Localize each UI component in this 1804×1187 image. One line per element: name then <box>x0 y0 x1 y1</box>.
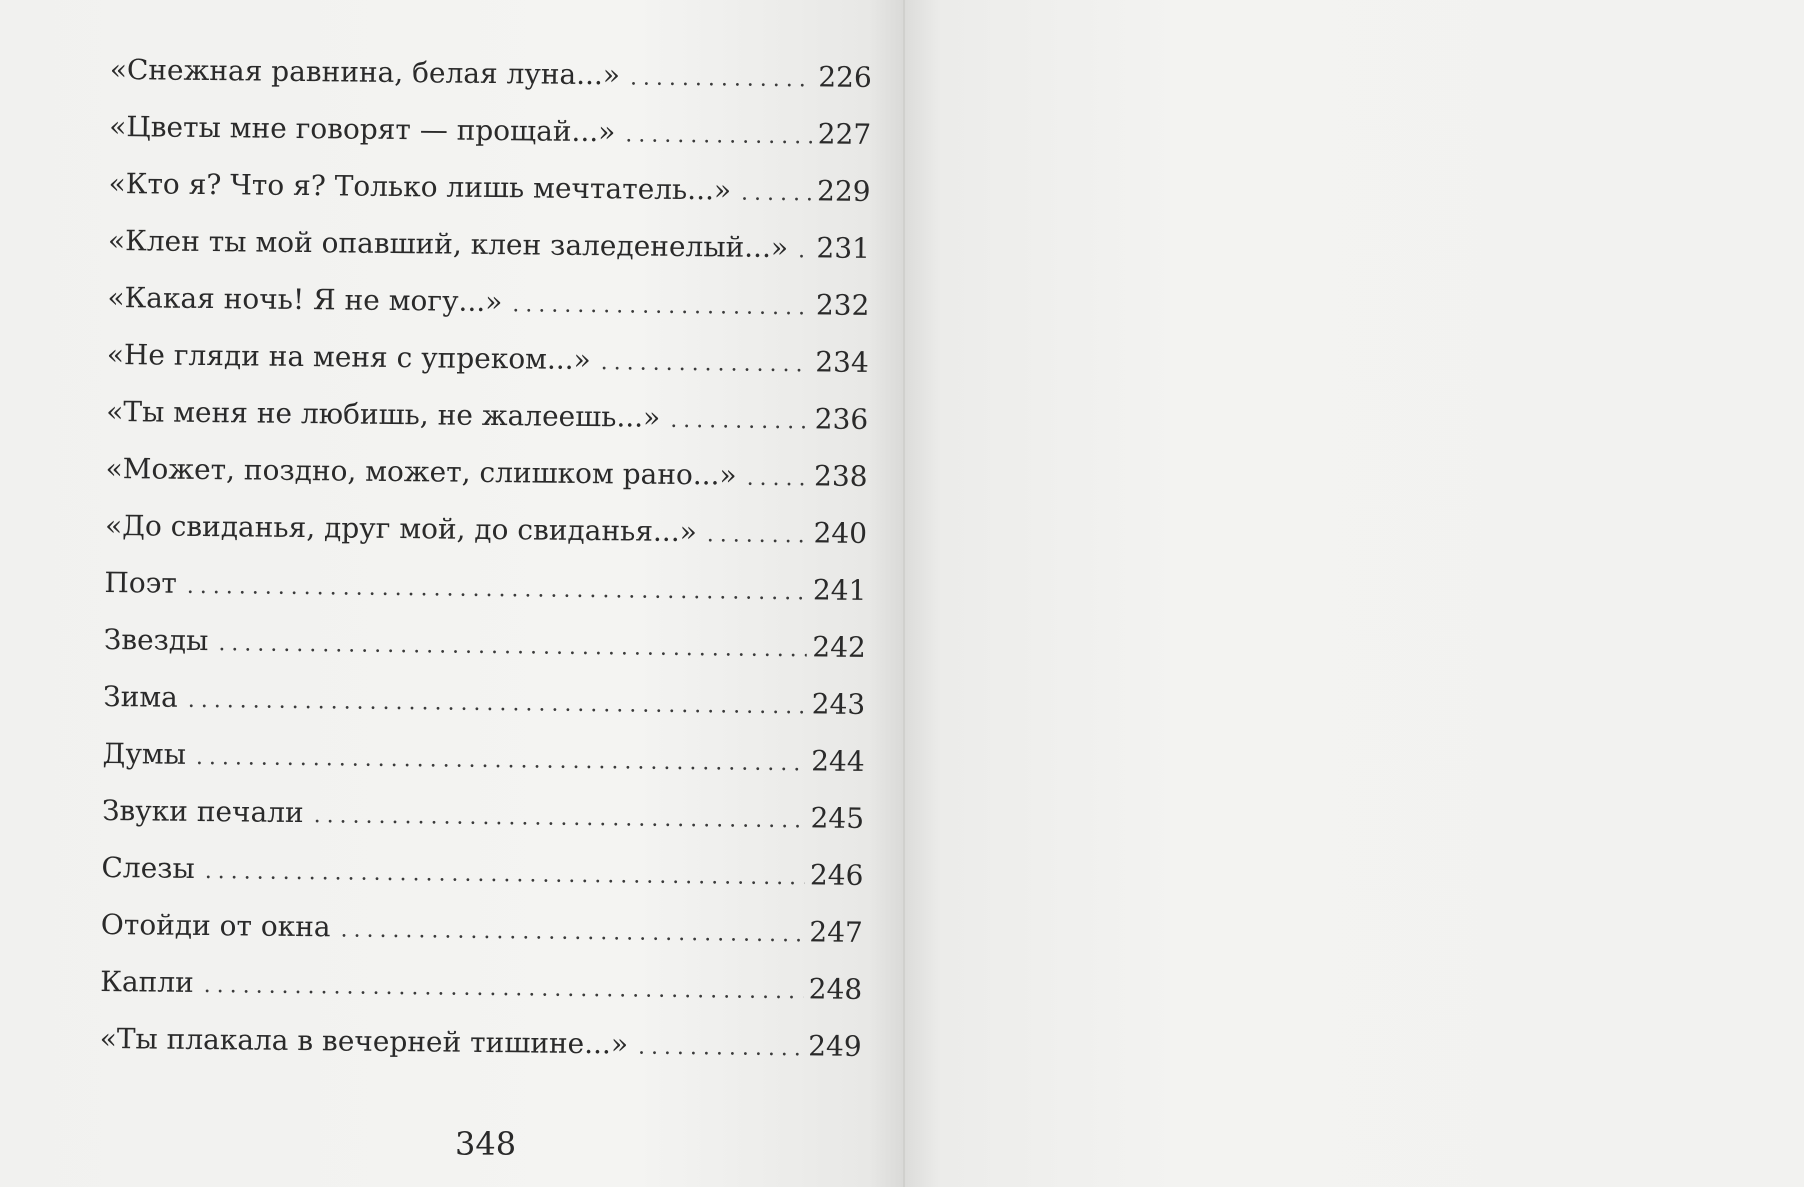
toc-entry <box>109 52 872 117</box>
toc-entry-title: Поэт <box>104 565 178 600</box>
toc-entry-page: 234 <box>815 345 869 379</box>
dot-leader <box>741 176 811 213</box>
dot-leader <box>746 461 808 498</box>
toc-entry-title: «До свиданья, друг мой, до свиданья...» <box>104 508 698 549</box>
toc-entry-page: 227 <box>817 117 872 151</box>
dot-leader <box>512 287 810 326</box>
dot-leader <box>187 569 807 611</box>
toc-list-left <box>99 52 872 1086</box>
toc-entry-page: 246 <box>809 858 864 892</box>
toc-entry-title: «Ты плакала в вечерней тишине...» <box>99 1021 629 1061</box>
toc-entry-page: 242 <box>812 630 866 664</box>
dot-leader <box>205 854 805 896</box>
toc-entry-title: «Клен ты мой опавший, клен заледенелый...» <box>107 223 789 265</box>
dot-leader <box>601 345 810 383</box>
toc-entry-title: «Кто я? Что я? Только лишь мечтатель...» <box>108 166 732 207</box>
dot-leader <box>218 626 806 668</box>
toc-entry <box>104 565 867 630</box>
toc-entry <box>108 166 871 231</box>
toc-entry <box>102 793 865 858</box>
toc-entry-title: Думы <box>102 736 187 771</box>
toc-entry <box>103 679 866 744</box>
toc-entry <box>109 109 872 174</box>
toc-entry-page: 231 <box>816 231 871 265</box>
dot-leader <box>707 517 808 554</box>
toc-entry-page: 244 <box>810 744 865 778</box>
toc-entry-page: 232 <box>815 288 870 322</box>
toc-entry <box>108 223 871 288</box>
toc-entry-title: «Цветы мне говорят — прощай...» <box>109 109 616 149</box>
toc-entry <box>105 508 868 573</box>
toc-entry-page: 247 <box>809 915 863 949</box>
toc-entry-title: «Какая ночь! Я не могу...» <box>107 280 503 319</box>
toc-entry-title: «Снежная равнина, белая луна...» <box>109 52 621 92</box>
toc-entry <box>103 622 866 687</box>
toc-entry-page: 241 <box>812 573 867 607</box>
right-page <box>905 0 1804 1187</box>
dot-leader <box>630 60 813 98</box>
toc-entry-page: 245 <box>810 801 865 835</box>
toc-entry-title: «Не гляди на меня с упреком...» <box>106 337 591 377</box>
dot-leader <box>188 683 806 725</box>
toc-entry-page: 229 <box>816 174 871 208</box>
dot-leader <box>670 403 809 440</box>
toc-entry-page: 226 <box>818 60 872 94</box>
toc-entry-title: Зима <box>103 679 179 714</box>
toc-entry <box>102 736 865 801</box>
toc-entry-title: «Может, поздно, может, слишком рано...» <box>105 451 737 492</box>
dot-leader <box>625 117 812 155</box>
toc-entry-title: «Ты меня не любишь, не жалеешь...» <box>106 394 661 434</box>
toc-entry <box>106 394 869 459</box>
toc-entry <box>101 850 864 915</box>
toc-entry-page: 249 <box>808 1029 862 1063</box>
toc-entry-title: Капли <box>100 964 194 999</box>
dot-leader <box>313 798 804 839</box>
toc-entry-title: Слезы <box>101 850 195 885</box>
toc-entry-title: Звуки печали <box>101 793 304 830</box>
dot-leader <box>340 912 803 953</box>
toc-entry <box>100 907 863 972</box>
toc-entry <box>100 964 863 1029</box>
dot-leader <box>638 1030 802 1068</box>
toc-entry-title: Отойди от окна <box>100 907 331 944</box>
dot-leader <box>798 233 811 269</box>
toc-entry-page: 243 <box>811 687 866 721</box>
toc-entry-page: 248 <box>808 972 863 1006</box>
toc-entry <box>99 1021 862 1086</box>
toc-entry <box>106 337 869 402</box>
dot-leader <box>204 968 803 1010</box>
page-number: 348 <box>455 1125 517 1163</box>
toc-entry-title: Звезды <box>103 622 209 658</box>
toc-entry-page: 236 <box>814 402 869 436</box>
toc-entry <box>107 280 870 345</box>
toc-entry <box>105 451 868 516</box>
toc-entry-page: 240 <box>813 516 868 550</box>
toc-entry-page: 238 <box>813 459 868 493</box>
dot-leader <box>196 740 806 782</box>
